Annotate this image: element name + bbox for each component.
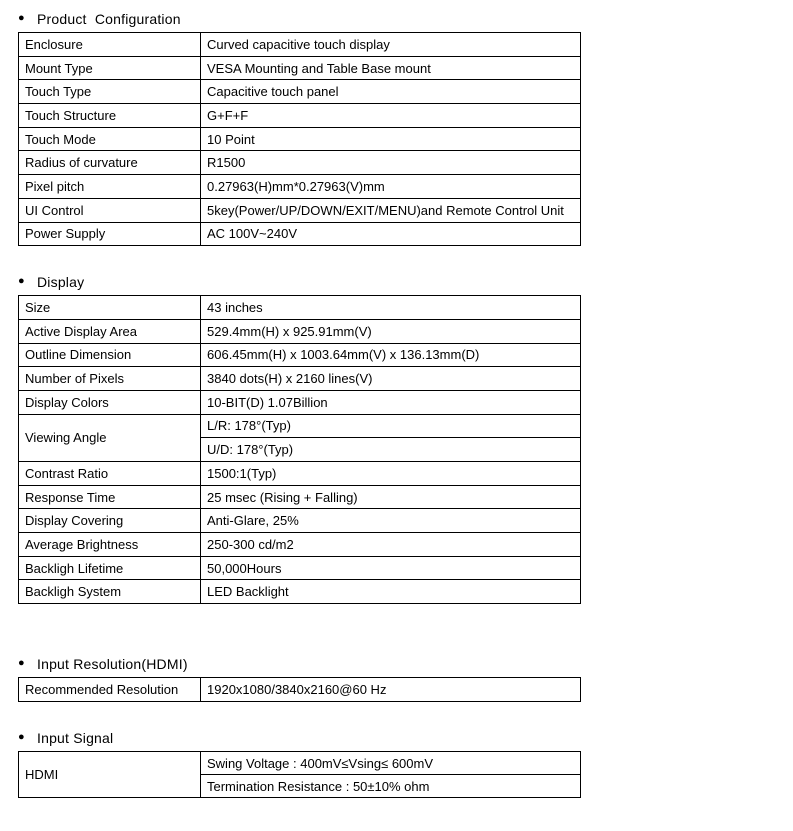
spec-label-cell: Contrast Ratio (19, 462, 201, 486)
section-title: Input Resolution(HDMI) (37, 655, 188, 672)
spec-value-cell: Swing Voltage : 400mV≤Vsing≤ 600mV (201, 752, 581, 775)
spec-value-cell: Curved capacitive touch display (201, 33, 581, 57)
spec-value-cell: Anti-Glare, 25% (201, 509, 581, 533)
input-resolution-table (18, 677, 581, 702)
spec-label-cell: UI Control (19, 198, 201, 222)
spec-value-cell: 1920x1080/3840x2160@60 Hz (201, 678, 581, 702)
spec-value-cell: 43 inches (201, 296, 581, 320)
spec-label-cell: Backligh Lifetime (19, 556, 201, 580)
table-row (19, 33, 581, 57)
table-row (19, 319, 581, 343)
spec-value-cell: L/R: 178°(Typ) (201, 414, 581, 438)
table-row (19, 343, 581, 367)
section-title: Product Configuration (37, 10, 181, 27)
spec-label-cell: Size (19, 296, 201, 320)
spec-value-cell: LED Backlight (201, 580, 581, 604)
table-row (19, 678, 581, 702)
bullet-icon: ● (18, 657, 25, 670)
table-row (19, 556, 581, 580)
spec-value-cell: 10-BIT(D) 1.07Billion (201, 390, 581, 414)
table-row (19, 175, 581, 199)
section-title: Display (37, 273, 85, 290)
table-row (19, 390, 581, 414)
spec-label-cell: Touch Mode (19, 127, 201, 151)
spec-value-cell: 50,000Hours (201, 556, 581, 580)
spec-value-cell: Termination Resistance : 50±10% ohm (201, 775, 581, 798)
table-row (19, 414, 581, 438)
spec-label-cell: Power Supply (19, 222, 201, 246)
table-row (19, 367, 581, 391)
section-heading (18, 655, 793, 672)
spec-label-cell: Backligh System (19, 580, 201, 604)
section-title: Input Signal (37, 729, 114, 746)
table-row (19, 462, 581, 486)
spec-value-cell: Capacitive touch panel (201, 80, 581, 104)
spec-label-cell: Response Time (19, 485, 201, 509)
table-row (19, 151, 581, 175)
spec-value-cell: 606.45mm(H) x 1003.64mm(V) x 136.13mm(D) (201, 343, 581, 367)
spec-value-cell: AC 100V~240V (201, 222, 581, 246)
table-row (19, 533, 581, 557)
table-row (19, 104, 581, 128)
spec-label-cell: Display Colors (19, 390, 201, 414)
spec-value-cell: R1500 (201, 151, 581, 175)
bullet-icon: ● (18, 731, 25, 744)
spec-value-cell: 5key(Power/UP/DOWN/EXIT/MENU)and Remote Control Unit (201, 198, 581, 222)
spec-label-cell: Mount Type (19, 56, 201, 80)
display-table (18, 295, 581, 604)
spec-value-cell: 0.27963(H)mm*0.27963(V)mm (201, 175, 581, 199)
table-row (19, 296, 581, 320)
table-row (19, 485, 581, 509)
product-configuration-table (18, 32, 581, 246)
table-row (19, 80, 581, 104)
spec-label-cell: Average Brightness (19, 533, 201, 557)
section-heading (18, 10, 793, 27)
spec-label-cell: Number of Pixels (19, 367, 201, 391)
section-heading (18, 273, 793, 290)
table-row (19, 56, 581, 80)
table-row (19, 509, 581, 533)
spec-label-cell: Viewing Angle (19, 414, 201, 461)
section-input-signal (18, 729, 793, 798)
spec-label-cell: Touch Type (19, 80, 201, 104)
spec-value-cell: 529.4mm(H) x 925.91mm(V) (201, 319, 581, 343)
table-row (19, 127, 581, 151)
table-row (19, 222, 581, 246)
spec-label-cell: Display Covering (19, 509, 201, 533)
table-row (19, 198, 581, 222)
spec-value-cell: 1500:1(Typ) (201, 462, 581, 486)
table-row (19, 580, 581, 604)
section-display (18, 273, 793, 604)
spec-value-cell: 10 Point (201, 127, 581, 151)
spec-value-cell: G+F+F (201, 104, 581, 128)
spec-label-cell: Active Display Area (19, 319, 201, 343)
spec-label-cell: Pixel pitch (19, 175, 201, 199)
spec-value-cell: U/D: 178°(Typ) (201, 438, 581, 462)
spec-label-cell: Enclosure (19, 33, 201, 57)
spec-label-cell: Recommended Resolution (19, 678, 201, 702)
bullet-icon: ● (18, 275, 25, 288)
section-heading (18, 729, 793, 746)
section-product-configuration (18, 10, 793, 246)
spec-value-cell: 250-300 cd/m2 (201, 533, 581, 557)
spec-value-cell: 3840 dots(H) x 2160 lines(V) (201, 367, 581, 391)
section-input-resolution (18, 655, 793, 702)
bullet-icon: ● (18, 12, 25, 24)
table-row (19, 752, 581, 775)
spec-label-cell: Touch Structure (19, 104, 201, 128)
spec-label-cell: Outline Dimension (19, 343, 201, 367)
spec-label-cell: HDMI (19, 752, 201, 798)
spec-value-cell: 25 msec (Rising + Falling) (201, 485, 581, 509)
spec-label-cell: Radius of curvature (19, 151, 201, 175)
input-signal-table (18, 751, 581, 798)
spec-value-cell: VESA Mounting and Table Base mount (201, 56, 581, 80)
